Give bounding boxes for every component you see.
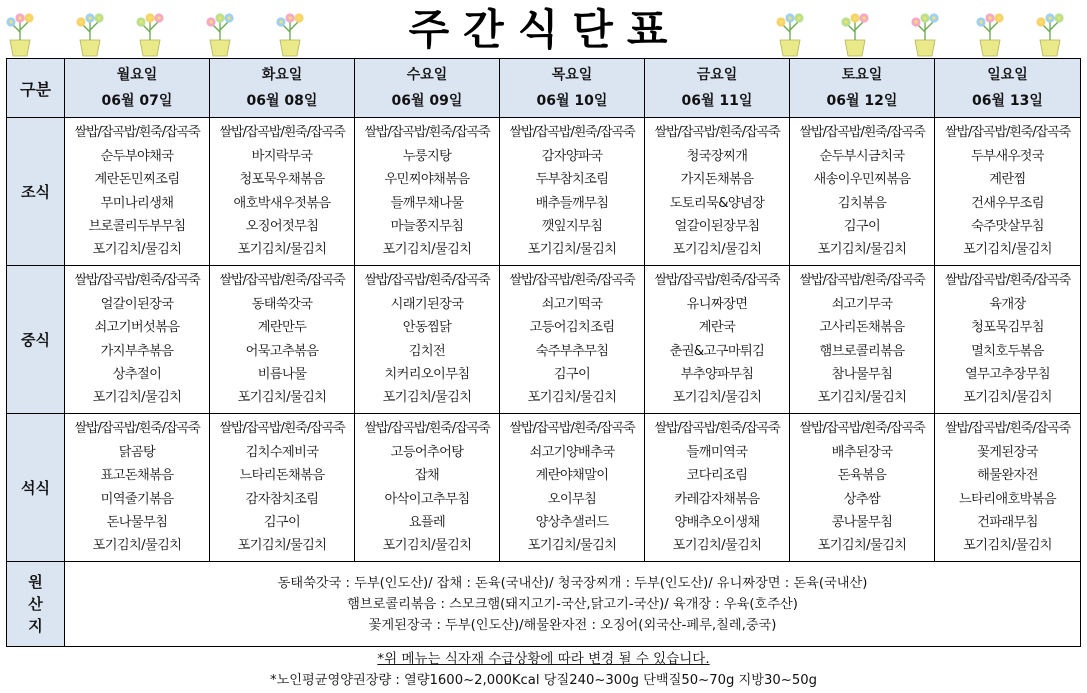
- weekly-menu-table: [6, 58, 1081, 647]
- menu-item: 도토리묵&양념장: [669, 195, 765, 211]
- menu-item: 오이무침: [547, 491, 597, 507]
- menu-cell: [65, 266, 210, 414]
- menu-item: 쌀밥/잡곡밥/흰죽/잡곡죽: [74, 273, 200, 289]
- menu-cell: [210, 266, 355, 414]
- menu-item: 동태쑥갓국: [251, 296, 313, 312]
- menu-item: 아삭이고추무침: [384, 491, 470, 507]
- day-header-thu: [500, 59, 645, 118]
- menu-item: 쌀밥/잡곡밥/흰죽/잡곡죽: [219, 125, 345, 141]
- menu-item: 포기김치/물김치: [237, 390, 327, 406]
- menu-item: 멸치호두볶음: [971, 343, 1044, 359]
- menu-item: 포기김치/물김치: [92, 390, 182, 406]
- meal-row: [7, 266, 1081, 414]
- menu-item: 육개장: [989, 296, 1026, 312]
- menu-item: 감자참치조림: [245, 491, 319, 507]
- menu-item: 포기김치/물김치: [92, 242, 182, 258]
- menu-item: 카레감자채볶음: [674, 491, 760, 507]
- menu-item: 두부참치조림: [535, 172, 609, 188]
- menu-cell: [500, 266, 645, 414]
- menu-cell: [790, 118, 935, 266]
- menu-item: 느타리돈채볶음: [239, 468, 325, 484]
- menu-item: 느타리애호박볶음: [958, 491, 1057, 507]
- menu-item: 무미나리생채: [100, 195, 174, 211]
- origin-text: [65, 562, 1081, 647]
- flower-pot-icon: [835, 6, 875, 58]
- menu-item: 계란찜: [989, 172, 1026, 188]
- menu-item: 유니짜장면: [686, 296, 748, 312]
- menu-item: 김치수제비국: [245, 444, 319, 460]
- menu-item: 포기김치/물김치: [382, 390, 472, 406]
- menu-item: 꽃게된장국: [977, 444, 1038, 460]
- menu-item: 포기김치/물김치: [382, 242, 472, 258]
- flower-pot-icon: [70, 6, 110, 58]
- menu-item: 포기김치/물김치: [817, 390, 907, 406]
- menu-item: 김구이: [263, 514, 301, 530]
- menu-cell: [210, 414, 355, 562]
- flower-pot-icon: [0, 6, 40, 58]
- menu-item: 잡채: [414, 468, 440, 484]
- menu-item: 열무고추장무침: [965, 366, 1050, 382]
- menu-item: 배추된장국: [831, 444, 893, 460]
- menu-item: 포기김치/물김치: [382, 538, 472, 554]
- menu-change-notice: [0, 649, 1087, 669]
- menu-item: 치커리오이무침: [384, 366, 470, 382]
- menu-item: 쌀밥/잡곡밥/흰죽/잡곡죽: [509, 421, 635, 437]
- menu-item: 누룽지탕: [402, 148, 452, 164]
- menu-item: 들깨무채나물: [390, 195, 464, 211]
- flower-pot-icon: [270, 6, 310, 58]
- menu-item: 닭곰탕: [118, 444, 156, 460]
- origin-label-char: 원: [28, 573, 43, 591]
- menu-cell: [645, 118, 790, 266]
- menu-item: 계란돈민찌조림: [94, 172, 180, 188]
- menu-item: 포기김치/물김치: [672, 242, 762, 258]
- menu-item: 포기김치/물김치: [527, 242, 617, 258]
- notice-text: *위 메뉴는 식자재 수급상황에 따라 변경 될 수 있습니다.: [377, 651, 710, 667]
- menu-item: 돈나물무침: [106, 514, 168, 530]
- menu-item: 숙주부추무침: [535, 343, 609, 359]
- nutrition-guideline: *노인평균영양권장량 : 열량1600~2,000Kcal 당질240~300g 단백질50~70g 지방30~50g: [269, 673, 818, 688]
- menu-item: 들깨미역국: [686, 444, 748, 460]
- origin-label: [7, 562, 65, 647]
- menu-item: 어묵고추볶음: [245, 343, 319, 359]
- menu-item: 포기김치/물김치: [963, 538, 1052, 554]
- day-date: 06월 07일: [101, 93, 173, 109]
- day-name: 토요일: [841, 67, 883, 83]
- menu-item: 건새우무조림: [971, 195, 1044, 211]
- menu-item: 쌀밥/잡곡밥/흰죽/잡곡죽: [74, 421, 200, 437]
- menu-cell: [790, 414, 935, 562]
- day-date: 06월 09일: [391, 93, 463, 109]
- menu-item: 비름나물: [257, 366, 307, 382]
- header: [0, 0, 1087, 58]
- menu-item: 배추들깨무침: [535, 195, 609, 211]
- menu-item: 표고돈채볶음: [100, 468, 174, 484]
- flower-pot-icon: [200, 6, 240, 58]
- menu-item: 시래기된장국: [390, 296, 464, 312]
- day-name: 목요일: [551, 67, 593, 83]
- menu-item: 깻잎지무침: [541, 218, 603, 234]
- menu-item: 얼갈이된장국: [100, 296, 174, 312]
- menu-item: 고사리돈채볶음: [819, 320, 905, 336]
- day-date: 06월 11일: [681, 93, 753, 109]
- meal-label: 석식: [7, 414, 65, 562]
- menu-item: 춘권&고구마튀김: [669, 343, 765, 359]
- menu-item: 참나물무침: [831, 366, 893, 382]
- menu-item: 쌀밥/잡곡밥/흰죽/잡곡죽: [654, 421, 780, 437]
- origin-label-char: 산: [28, 595, 43, 613]
- menu-item: 김구이: [553, 366, 591, 382]
- menu-item: 쌀밥/잡곡밥/흰죽/잡곡죽: [219, 421, 345, 437]
- day-name: 일요일: [987, 67, 1028, 83]
- day-header-wed: [355, 59, 500, 118]
- meal-row: [7, 118, 1081, 266]
- menu-item: 포기김치/물김치: [817, 242, 907, 258]
- origin-line: 동태쑥갓국 : 두부(인도산)/ 잡채 : 돈육(국내산)/ 청국장찌개 : 두부(인도산)/ 유니짜장면 : 돈육(국내산): [277, 575, 868, 591]
- day-name: 금요일: [696, 67, 738, 83]
- menu-item: 안동찜닭: [402, 320, 452, 336]
- menu-item: 쇠고기떡국: [541, 296, 603, 312]
- menu-item: 고등어추어탕: [390, 444, 464, 460]
- menu-item: 쌀밥/잡곡밥/흰죽/잡곡죽: [74, 125, 200, 141]
- meal-label: 조식: [7, 118, 65, 266]
- menu-item: 포기김치/물김치: [672, 390, 762, 406]
- menu-item: 쇠고기양배추국: [529, 444, 615, 460]
- origin-line: 햄브로콜리볶음 : 스모크햄(돼지고기-국산,닭고기-국산)/ 육개장 : 우육(호주산): [347, 596, 798, 612]
- menu-item: 쌀밥/잡곡밥/흰죽/잡곡죽: [944, 421, 1071, 437]
- menu-item: 오징어젓무침: [245, 218, 319, 234]
- menu-item: 쌀밥/잡곡밥/흰죽/잡곡죽: [944, 125, 1071, 141]
- day-header-fri: [645, 59, 790, 118]
- menu-item: 쌀밥/잡곡밥/흰죽/잡곡죽: [799, 125, 925, 141]
- menu-item: 바지락무국: [251, 148, 313, 164]
- flower-pot-icon: [1030, 6, 1070, 58]
- menu-item: 쌀밥/잡곡밥/흰죽/잡곡죽: [799, 273, 925, 289]
- menu-item: 청포묵김무침: [971, 320, 1044, 336]
- menu-item: 쌀밥/잡곡밥/흰죽/잡곡죽: [654, 273, 780, 289]
- day-header-sun: [935, 59, 1081, 118]
- day-name: 월요일: [116, 67, 158, 83]
- page-title: 주간식단표: [408, 5, 682, 54]
- flower-pot-icon: [905, 6, 945, 58]
- menu-cell: [500, 118, 645, 266]
- menu-item: 두부새우젓국: [971, 148, 1044, 164]
- menu-item: 건파래무침: [977, 514, 1038, 530]
- menu-item: 양배추오이생채: [674, 514, 760, 530]
- menu-item: 쌀밥/잡곡밥/흰죽/잡곡죽: [364, 421, 490, 437]
- menu-item: 쌀밥/잡곡밥/흰죽/잡곡죽: [219, 273, 345, 289]
- menu-item: 가지부추볶음: [100, 343, 174, 359]
- menu-item: 포기김치/물김치: [237, 538, 327, 554]
- menu-item: 숙주맛살무침: [971, 218, 1044, 234]
- menu-item: 코다리조림: [686, 468, 748, 484]
- menu-item: 청포묵우채볶음: [239, 172, 325, 188]
- menu-cell: [355, 414, 500, 562]
- menu-item: 포기김치/물김치: [672, 538, 762, 554]
- day-header-row: [7, 59, 1081, 118]
- menu-item: 쌀밥/잡곡밥/흰죽/잡곡죽: [364, 273, 490, 289]
- menu-item: 계란야채말이: [535, 468, 609, 484]
- menu-cell: [355, 266, 500, 414]
- menu-item: 포기김치/물김치: [963, 242, 1052, 258]
- menu-cell: [790, 266, 935, 414]
- menu-item: 포기김치/물김치: [527, 390, 617, 406]
- menu-item: 햄브로콜리볶음: [819, 343, 905, 359]
- menu-cell: [65, 414, 210, 562]
- menu-item: 해물완자전: [977, 468, 1038, 484]
- menu-item: 청국장찌개: [686, 148, 748, 164]
- menu-item: 브로콜리두부무침: [88, 218, 186, 234]
- menu-item: 얼갈이된장무침: [674, 218, 760, 234]
- menu-item: 쌀밥/잡곡밥/흰죽/잡곡죽: [509, 125, 635, 141]
- menu-item: 쇠고기버섯볶음: [94, 320, 180, 336]
- menu-cell: [355, 118, 500, 266]
- menu-item: 포기김치/물김치: [963, 390, 1052, 406]
- menu-item: 고등어김치조림: [529, 320, 615, 336]
- menu-item: 계란만두: [257, 320, 307, 336]
- menu-cell: [935, 266, 1081, 414]
- meal-label: 중식: [7, 266, 65, 414]
- flower-pot-icon: [770, 6, 810, 58]
- menu-item: 쌀밥/잡곡밥/흰죽/잡곡죽: [799, 421, 925, 437]
- flower-pot-icon: [970, 6, 1010, 58]
- menu-cell: [645, 414, 790, 562]
- menu-item: 포기김치/물김치: [527, 538, 617, 554]
- menu-item: 돈육볶음: [837, 468, 887, 484]
- menu-item: 김치전: [408, 343, 446, 359]
- menu-item: 상추쌈: [843, 491, 881, 507]
- menu-cell: [210, 118, 355, 266]
- menu-item: 계란국: [698, 320, 736, 336]
- menu-item: 애호박새우젓볶음: [233, 195, 331, 211]
- menu-item: 쌀밥/잡곡밥/흰죽/잡곡죽: [509, 273, 635, 289]
- menu-cell: [65, 118, 210, 266]
- menu-item: 김구이: [843, 218, 881, 234]
- menu-item: 가지돈채볶음: [680, 172, 754, 188]
- menu-item: 쇠고기무국: [831, 296, 893, 312]
- day-header-mon: [65, 59, 210, 118]
- day-date: 06월 13일: [972, 93, 1043, 109]
- menu-item: 포기김치/물김치: [817, 538, 907, 554]
- origin-row: [7, 562, 1081, 647]
- menu-item: 부추양파무침: [680, 366, 754, 382]
- day-date: 06월 08일: [246, 93, 318, 109]
- menu-item: 콩나물무침: [831, 514, 893, 530]
- menu-item: 순두부시금치국: [819, 148, 905, 164]
- day-header-tue: [210, 59, 355, 118]
- day-date: 06월 12일: [826, 93, 898, 109]
- menu-item: 새송이우민찌볶음: [813, 172, 911, 188]
- origin-line: 꽃게된장국 : 두부(인도산)/해물완자전 : 오징어(외국산-페루,칠레,중국): [368, 617, 777, 633]
- menu-item: 쌀밥/잡곡밥/흰죽/잡곡죽: [654, 125, 780, 141]
- origin-label-char: 지: [28, 617, 43, 635]
- menu-item: 포기김치/물김치: [92, 538, 182, 554]
- menu-cell: [645, 266, 790, 414]
- menu-item: 쌀밥/잡곡밥/흰죽/잡곡죽: [944, 273, 1071, 289]
- menu-item: 쌀밥/잡곡밥/흰죽/잡곡죽: [364, 125, 490, 141]
- menu-cell: [500, 414, 645, 562]
- menu-cell: [935, 118, 1081, 266]
- day-header-sat: [790, 59, 935, 118]
- menu-item: 우민찌야채볶음: [384, 172, 470, 188]
- menu-item: 양상추샐러드: [535, 514, 609, 530]
- day-name: 수요일: [406, 67, 448, 83]
- menu-item: 순두부야채국: [100, 148, 174, 164]
- day-date: 06월 10일: [536, 93, 608, 109]
- menu-item: 포기김치/물김치: [237, 242, 327, 258]
- menu-item: 미역줄기볶음: [100, 491, 174, 507]
- menu-item: 감자양파국: [541, 148, 603, 164]
- menu-item: 상추절이: [112, 366, 162, 382]
- day-name: 화요일: [261, 67, 303, 83]
- menu-cell: [935, 414, 1081, 562]
- category-header: 구분: [7, 59, 65, 118]
- meal-row: [7, 414, 1081, 562]
- menu-item: 마늘쫑지무침: [390, 218, 464, 234]
- menu-item: 김치볶음: [837, 195, 887, 211]
- menu-item: 요플레: [408, 514, 446, 530]
- flower-pot-icon: [130, 6, 170, 58]
